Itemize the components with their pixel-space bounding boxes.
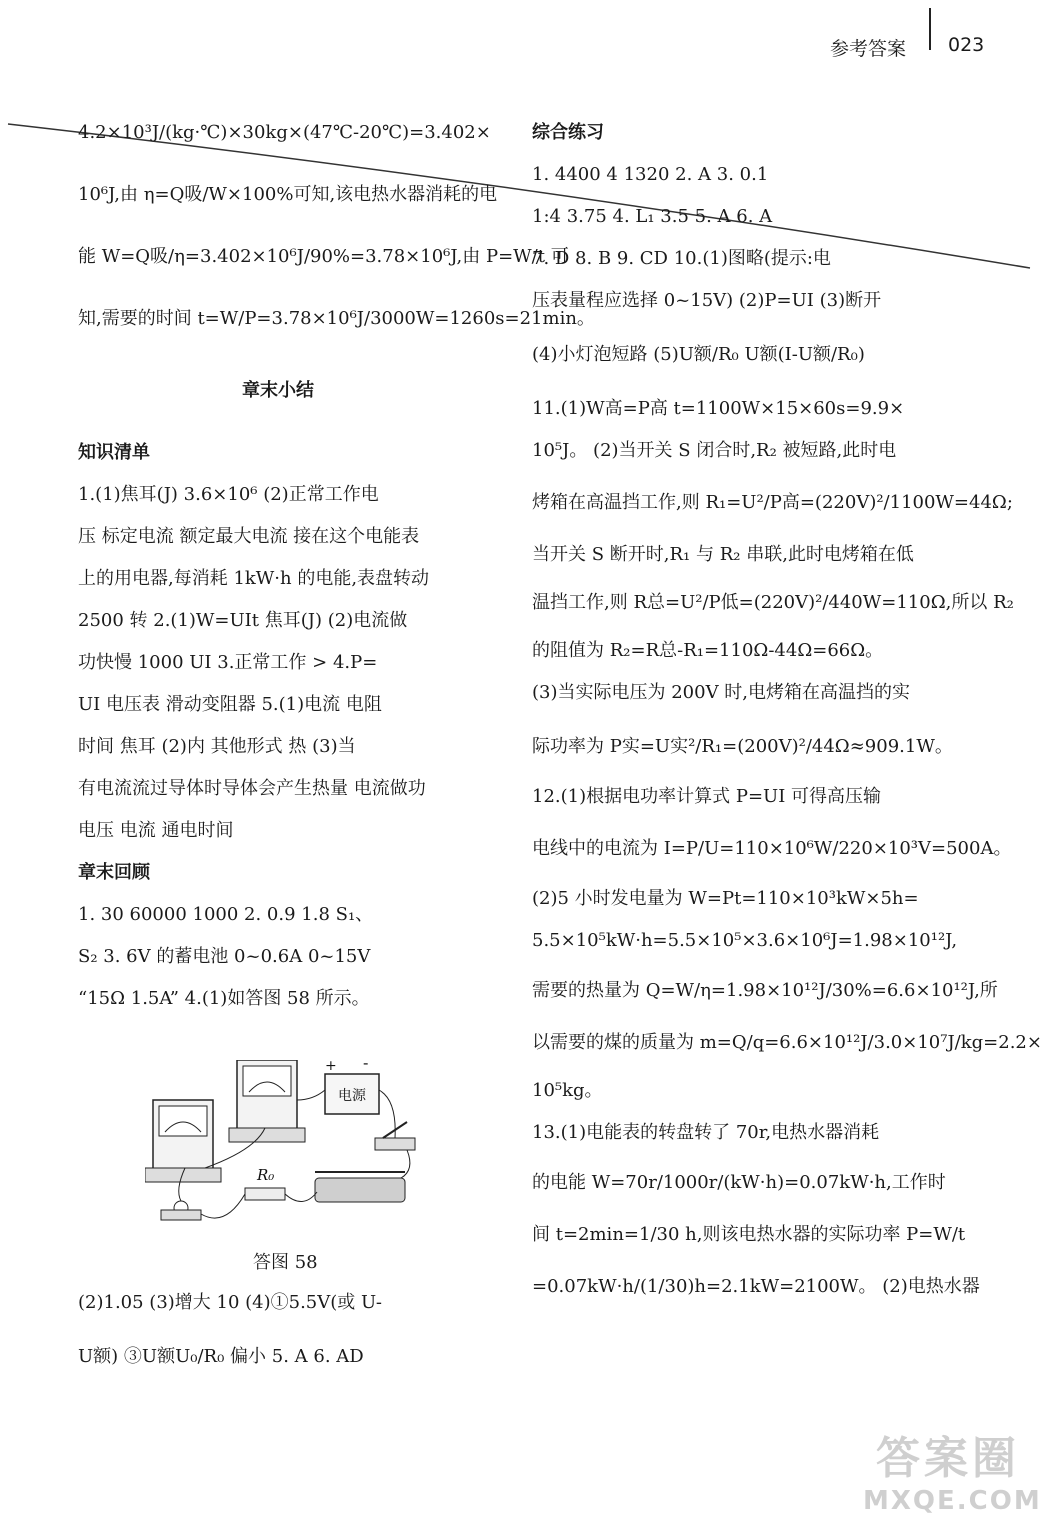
text-line: 时间 焦耳 (2)内 其他形式 热 (3)当	[78, 736, 356, 757]
text-line: (2)5 小时发电量为 W=Pt=110×10³kW×5h=	[532, 888, 919, 909]
watermark-logo	[863, 1422, 1042, 1516]
text-line: 上的用电器,每消耗 1kW·h 的电能,表盘转动	[78, 568, 430, 589]
text-line: 7. D 8. B 9. CD 10.(1)图略(提示:电	[532, 248, 831, 269]
text-line: UI 电压表 滑动变阻器 5.(1)电流 电阻	[78, 694, 382, 715]
text-line: 10⁶J,由 η=Q吸/W×100%可知,该电热水器消耗的电	[78, 184, 498, 205]
resistor-label: R₀	[257, 1166, 275, 1184]
section-heading-practice: 综合练习	[532, 122, 604, 143]
text-line: 电压 电流 通电时间	[78, 820, 234, 841]
text-line: =0.07kW·h/(1/30)h=2.1kW=2100W。 (2)电热水器	[532, 1276, 980, 1297]
text-line: 压表量程应选择 0~15V) (2)P=UI (3)断开	[532, 290, 882, 311]
text-line: 1. 4400 4 1320 2. A 3. 0.1	[532, 164, 769, 185]
text-line: 1. 30 60000 1000 2. 0.9 1.8 S₁、	[78, 904, 374, 925]
text-line: 11.(1)W高=P高 t=1100W×15×60s=9.9×	[532, 398, 905, 419]
text-line: 13.(1)电能表的转盘转了 70r,电热水器消耗	[532, 1122, 880, 1143]
text-line: (3)当实际电压为 200V 时,电烤箱在高温挡的实	[532, 682, 911, 703]
text-line: 5.5×10⁵kW·h=5.5×10⁵×3.6×10⁶J=1.98×10¹²J,	[532, 930, 958, 951]
power-supply-label: 电源	[338, 1088, 366, 1104]
text-line: 当开关 S 断开时,R₁ 与 R₂ 串联,此时电烤箱在低	[532, 544, 914, 565]
text-line: “15Ω 1.5A” 4.(1)如答图 58 所示。	[78, 988, 370, 1009]
text-line: U额) ③U额U₀/R₀ 偏小 5. A 6. AD	[78, 1346, 364, 1367]
text-line: (4)小灯泡短路 (5)U额/R₀ U额(I-U额/R₀)	[532, 344, 865, 365]
text-line: 际功率为 P实=U实²/R₁=(200V)²/44Ω≈909.1W。	[532, 736, 953, 757]
text-line: 2500 转 2.(1)W=UIt 焦耳(J) (2)电流做	[78, 610, 408, 631]
text-line: 间 t=2min=1/30 h,则该电热水器的实际功率 P=W/t	[532, 1224, 966, 1245]
text-line: 烤箱在高温挡工作,则 R₁=U²/P高=(220V)²/1100W=44Ω;	[532, 492, 1013, 513]
text-line: 压 标定电流 额定最大电流 接在这个电能表	[78, 526, 420, 547]
text-line: 需要的热量为 Q=W/η=1.98×10¹²J/30%=6.6×10¹²J,所	[532, 980, 998, 1001]
chapter-heading: 章末小结	[242, 380, 314, 401]
text-line: 4.2×10³J/(kg·℃)×30kg×(47℃-20℃)=3.402×	[78, 122, 491, 143]
text-line: (2)1.05 (3)增大 10 (4)①5.5V(或 U-	[78, 1292, 382, 1313]
text-line: 1.(1)焦耳(J) 3.6×10⁶ (2)正常工作电	[78, 484, 379, 505]
plus-terminal: +	[325, 1060, 337, 1074]
text-line: 的阻值为 R₂=R总-R₁=110Ω-44Ω=66Ω。	[532, 640, 884, 661]
right-column	[532, 112, 1042, 1308]
text-line: 电线中的电流为 I=P/U=110×10⁶W/220×10³V=500A。	[532, 838, 1012, 859]
text-line: 12.(1)根据电功率计算式 P=UI 可得高压输	[532, 786, 882, 807]
figure-caption: 答图 58	[253, 1252, 318, 1273]
left-column-bottom	[78, 1282, 478, 1378]
page-number: 023	[948, 34, 985, 56]
text-line: S₂ 3. 6V 的蓄电池 0~0.6A 0~15V	[78, 946, 371, 967]
text-line: 温挡工作,则 R总=U²/P低=(220V)²/440W=110Ω,所以 R₂	[532, 592, 1014, 613]
section-heading-knowledge: 知识清单	[78, 442, 150, 463]
section-heading-review: 章末回顾	[78, 862, 150, 883]
circuit-diagram	[145, 1060, 425, 1230]
text-line: 有电流流过导体时导体会产生热量 电流做功	[78, 778, 426, 799]
text-line: 功快慢 1000 UI 3.正常工作 > 4.P=	[78, 652, 378, 673]
switch	[375, 1138, 415, 1150]
resistor	[245, 1188, 285, 1200]
text-line: 10⁵kg。	[532, 1080, 603, 1101]
header-divider	[929, 8, 931, 50]
text-line: 知,需要的时间 t=W/P=3.78×10⁶J/3000W=1260s=21min。	[78, 308, 595, 329]
text-line: 1:4 3.75 4. L₁ 3.5 5. A 6. A	[532, 206, 773, 227]
watermark-top: 答案圈	[876, 1433, 1020, 1484]
text-line: 以需要的煤的质量为 m=Q/q=6.6×10¹²J/3.0×10⁷J/kg=2.2×	[532, 1032, 1042, 1053]
text-line: 10⁵J。 (2)当开关 S 闭合时,R₂ 被短路,此时电	[532, 440, 897, 461]
text-line: 的电能 W=70r/1000r/(kW·h)=0.07kW·h,工作时	[532, 1172, 946, 1193]
rheostat	[315, 1178, 405, 1202]
minus-terminal: -	[363, 1060, 369, 1072]
header-title: 参考答案	[830, 38, 907, 60]
watermark-bottom: MXQE.COM	[863, 1486, 1042, 1516]
text-line: 能 W=Q吸/η=3.402×10⁶J/90%=3.78×10⁶J,由 P=W/t 可	[78, 246, 569, 267]
